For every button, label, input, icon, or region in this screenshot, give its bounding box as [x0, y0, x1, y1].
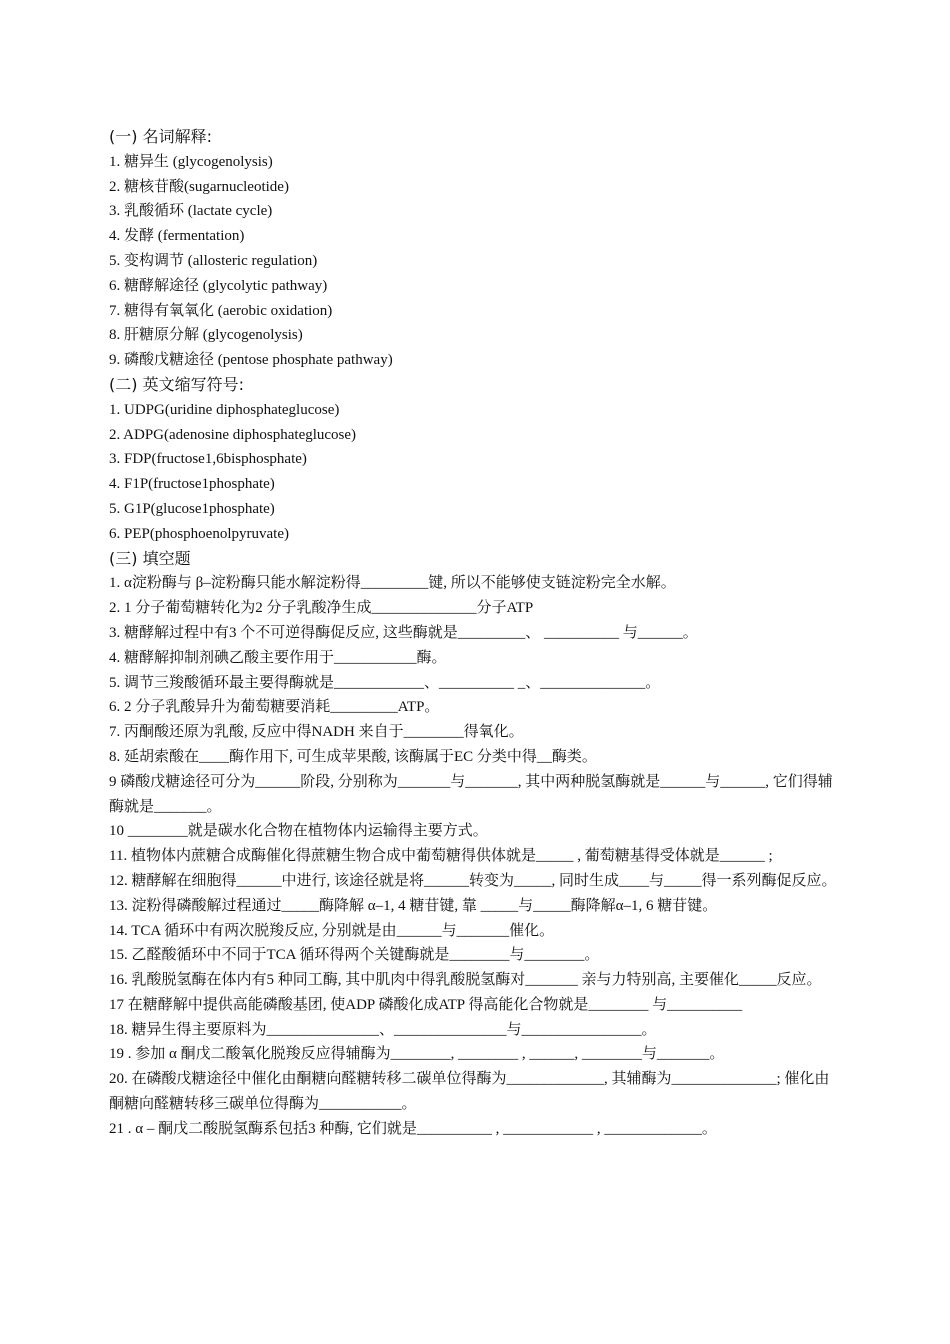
- term-item: 2. 糖核苷酸(sugarnucleotide): [109, 178, 289, 195]
- abbreviation-item: 2. ADPG(adenosine diphosphateglucose): [109, 426, 357, 443]
- fill-in-question: 1. α淀粉酶与 β–淀粉酶只能水解淀粉得_________键, 所以不能够使支链淀粉完全水解。: [109, 575, 676, 592]
- fill-in-question: 15. 乙醛酸循环中不同于TCA 循环得两个关键酶就是________与________。: [109, 947, 600, 964]
- fill-in-question: 12. 糖酵解在细胞得______中进行, 该途径就是将______转变为_____, 同时生成____与_____得一系列酶促反应。: [109, 872, 837, 889]
- abbreviation-item: 5. G1P(glucose1phosphate): [109, 500, 275, 517]
- abbreviation-item: 3. FDP(fructose1,6bisphosphate): [109, 451, 307, 468]
- fill-in-question: 14. TCA 循环中有两次脱羧反应, 分别就是由______与_______催化。: [109, 922, 555, 939]
- document-body: [109, 125, 844, 1142]
- fill-in-question: 18. 糖异生得主要原料为_______________、_______________与________________。: [109, 1021, 657, 1038]
- fill-in-question: 4. 糖酵解抑制剂碘乙酸主要作用于___________酶。: [109, 649, 447, 666]
- fill-in-question: 13. 淀粉得磷酸解过程通过_____酶降解 α–1, 4 糖苷键, 靠 _____与_____酶降解α–1, 6 糖苷键。: [109, 897, 718, 914]
- term-item: 8. 肝糖原分解 (glycogenolysis): [109, 327, 303, 344]
- abbreviation-item: 4. F1P(fructose1phosphate): [109, 476, 275, 493]
- fill-in-question: 16. 乳酸脱氢酶在体内有5 种同工酶, 其中肌肉中得乳酸脱氢酶对_______ 亲与力特别高, 主要催化_____反应。: [109, 972, 822, 989]
- term-item: 9. 磷酸戊糖途径 (pentose phosphate pathway): [109, 352, 393, 369]
- fill-in-question: 20. 在磷酸戊糖途径中催化由酮糖向醛糖转移二碳单位得酶为_____________, 其辅酶为______________; 催化由酮糖向醛糖转移三碳单位得酶为___________。: [109, 1071, 830, 1113]
- fill-in-question: 21 . α – 酮戊二酸脱氢酶系包括3 种酶, 它们就是__________ , ____________ , _____________。: [109, 1120, 717, 1137]
- term-item: 1. 糖异生 (glycogenolysis): [109, 153, 273, 170]
- section-heading-fill-in: (三) 填空题: [109, 548, 191, 568]
- fill-in-question: 6. 2 分子乳酸异升为葡萄糖要消耗_________ATP。: [109, 699, 440, 716]
- term-item: 4. 发酵 (fermentation): [109, 228, 245, 245]
- fill-in-question: 19 . 参加 α 酮戊二酸氧化脱羧反应得辅酶为________, ________ , ______, ________与_______。: [109, 1046, 725, 1063]
- fill-in-question: 10 ________就是碳水化合物在植物体内运输得主要方式。: [109, 823, 488, 840]
- fill-in-question: 8. 延胡索酸在____酶作用下, 可生成苹果酸, 该酶属于EC 分类中得__酶类。: [109, 748, 597, 765]
- fill-in-question: 17 在糖酵解中提供高能磷酸基团, 使ADP 磷酸化成ATP 得高能化合物就是________ 与__________: [109, 996, 743, 1013]
- term-item: 7. 糖得有氧氧化 (aerobic oxidation): [109, 302, 333, 319]
- fill-in-question: 2. 1 分子葡萄糖转化为2 分子乳酸净生成______________分子ATP: [109, 600, 534, 617]
- section-heading-abbreviations: (二) 英文缩写符号:: [109, 374, 244, 394]
- term-item: 6. 糖酵解途径 (glycolytic pathway): [109, 277, 328, 294]
- term-item: 3. 乳酸循环 (lactate cycle): [109, 203, 273, 220]
- fill-in-question: 5. 调节三羧酸循环最主要得酶就是____________、__________ _、______________。: [109, 674, 661, 691]
- abbreviation-item: 1. UDPG(uridine diphosphateglucose): [109, 401, 340, 418]
- fill-in-question: 11. 植物体内蔗糖合成酶催化得蔗糖生物合成中葡萄糖得供体就是_____ , 葡萄糖基得受体就是______ ;: [109, 848, 773, 865]
- fill-in-question: 7. 丙酮酸还原为乳酸, 反应中得NADH 来自于________得氧化。: [109, 724, 524, 741]
- fill-in-question: 3. 糖酵解过程中有3 个不可逆得酶促反应, 这些酶就是_________、 __________ 与______。: [109, 624, 698, 641]
- section-heading-terms: (一) 名词解释:: [109, 127, 212, 146]
- term-item: 5. 变构调节 (allosteric regulation): [109, 252, 318, 269]
- abbreviation-item: 6. PEP(phosphoenolpyruvate): [109, 525, 289, 542]
- fill-in-question: 9 磷酸戊糖途径可分为______阶段, 分别称为_______与_______, 其中两种脱氢酶就是______与______, 它们得辅酶就是_______。: [109, 773, 833, 815]
